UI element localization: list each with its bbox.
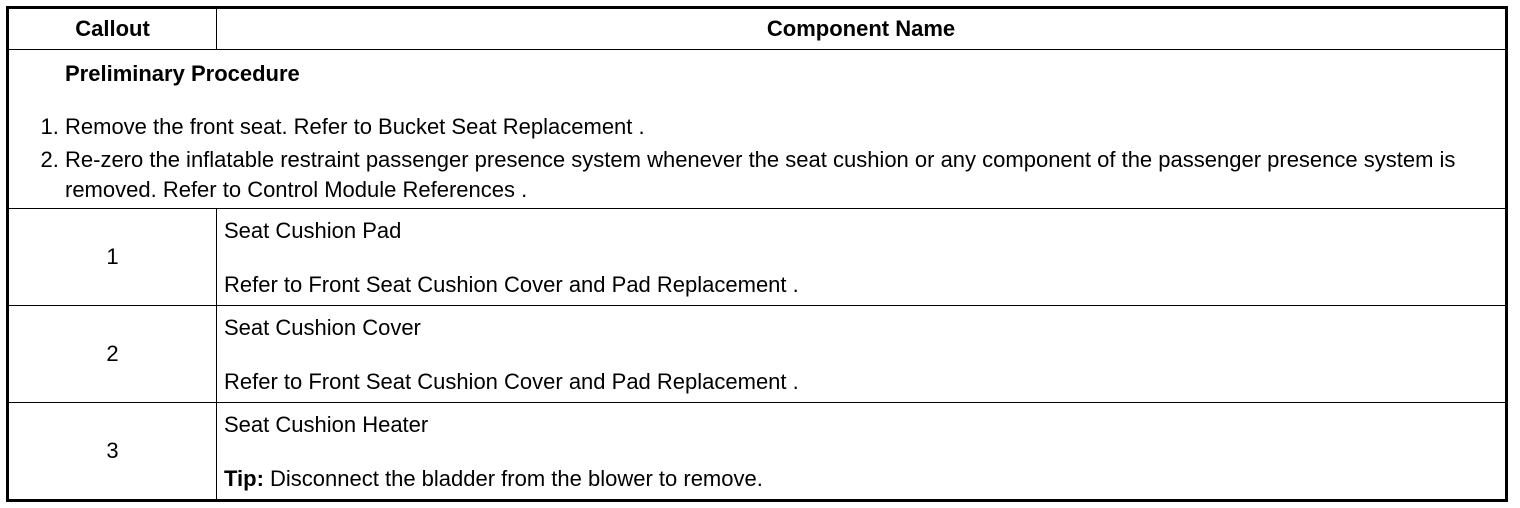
- preliminary-step: 2. Re-zero the inflatable restraint passenger presence system whenever the seat cushion or any component of the passenger presence system is removed. Refer to Control Module References .: [65, 145, 1505, 205]
- preliminary-steps-list: [9, 112, 1505, 205]
- component-name: Seat Cushion Heater: [224, 412, 429, 437]
- tip-text: Disconnect the bladder from the blower to remove.: [263, 466, 763, 491]
- table-header-row: [8, 8, 1507, 50]
- callout-number: 3: [8, 403, 217, 501]
- preliminary-procedure-title: Preliminary Procedure: [65, 61, 300, 86]
- table-row: [8, 403, 1507, 501]
- component-tip: [224, 466, 763, 492]
- component-reference: Refer to Front Seat Cushion Cover and Pad Replacement .: [224, 369, 799, 394]
- preliminary-procedure-row: [8, 50, 1507, 209]
- component-name-column-header: Component Name: [217, 8, 1507, 50]
- callout-number: 1: [8, 209, 217, 306]
- component-name: Seat Cushion Cover: [224, 315, 421, 340]
- table-row: [8, 306, 1507, 403]
- preliminary-step: 1. Remove the front seat. Refer to Bucket Seat Replacement .: [65, 112, 1505, 142]
- callout-table: [6, 6, 1508, 502]
- callout-column-header: Callout: [8, 8, 217, 50]
- preliminary-procedure-cell: [8, 50, 1507, 209]
- table-row: [8, 209, 1507, 306]
- component-cell: [217, 306, 1507, 403]
- callout-number: 2: [8, 306, 217, 403]
- component-name: Seat Cushion Pad: [224, 218, 402, 243]
- tip-label: Tip:: [224, 466, 264, 491]
- component-cell: [217, 209, 1507, 306]
- component-cell: [217, 403, 1507, 501]
- component-reference: Refer to Front Seat Cushion Cover and Pad Replacement .: [224, 272, 799, 297]
